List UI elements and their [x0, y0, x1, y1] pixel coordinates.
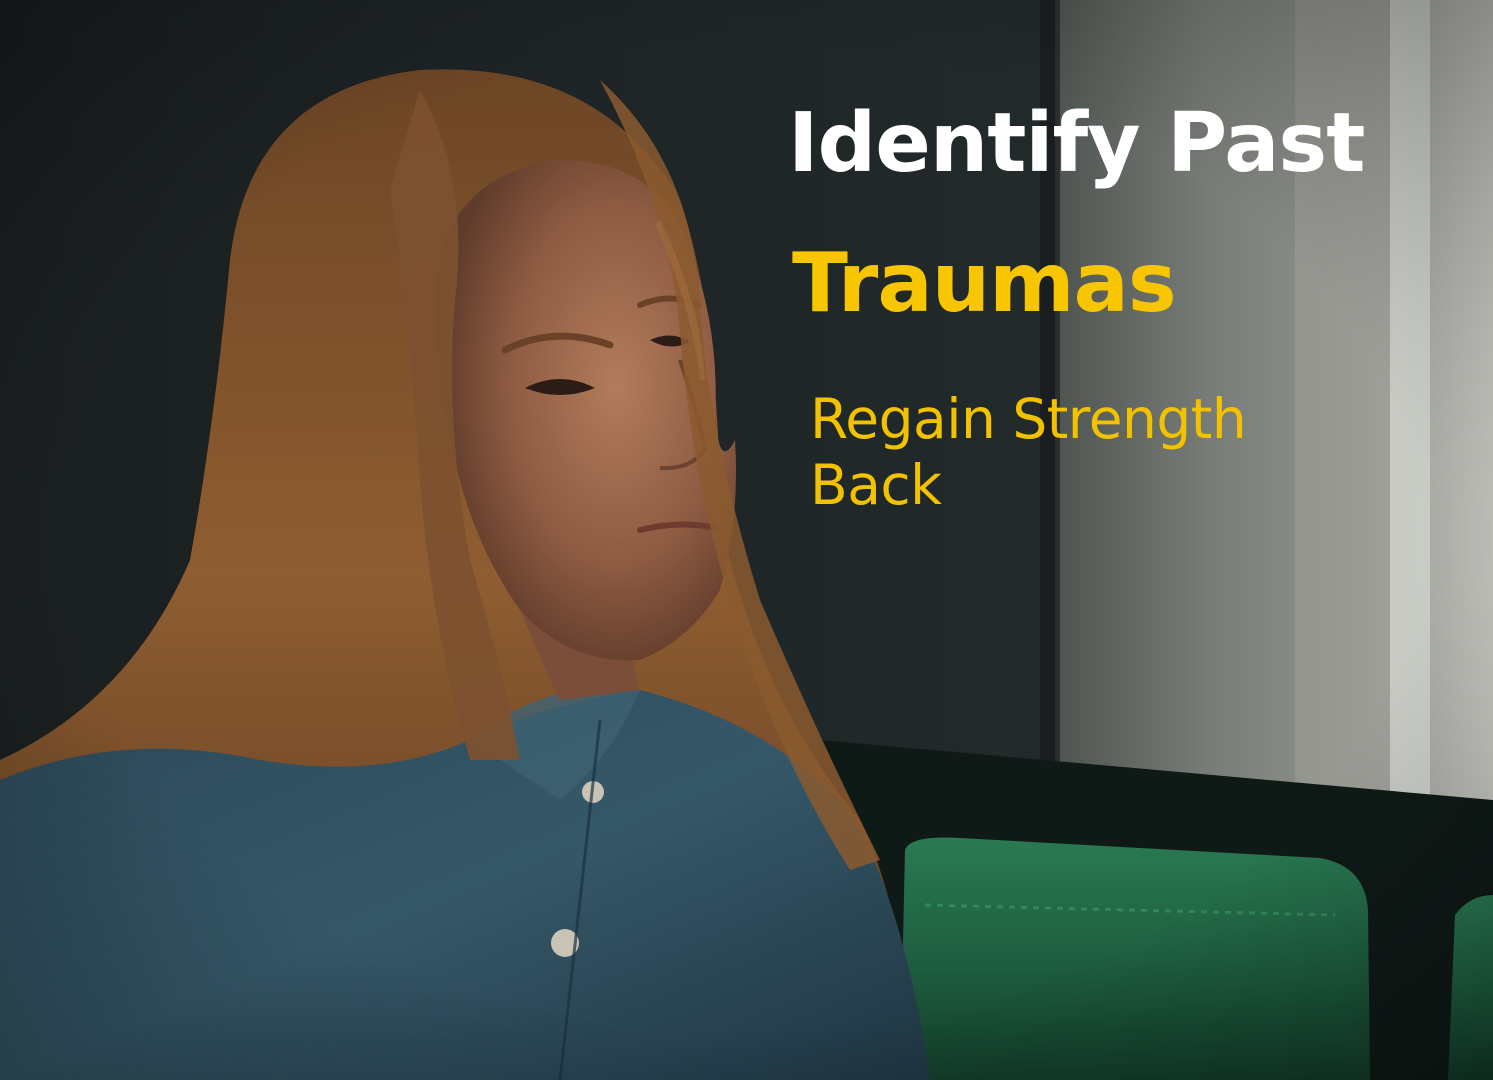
- headline-line-1: Identify Past: [788, 96, 1365, 191]
- subline: [810, 386, 1410, 518]
- headline-line-2: Traumas: [792, 236, 1176, 331]
- subline-line-1: Regain Strength: [810, 387, 1247, 451]
- subline-line-2: Back: [810, 453, 942, 517]
